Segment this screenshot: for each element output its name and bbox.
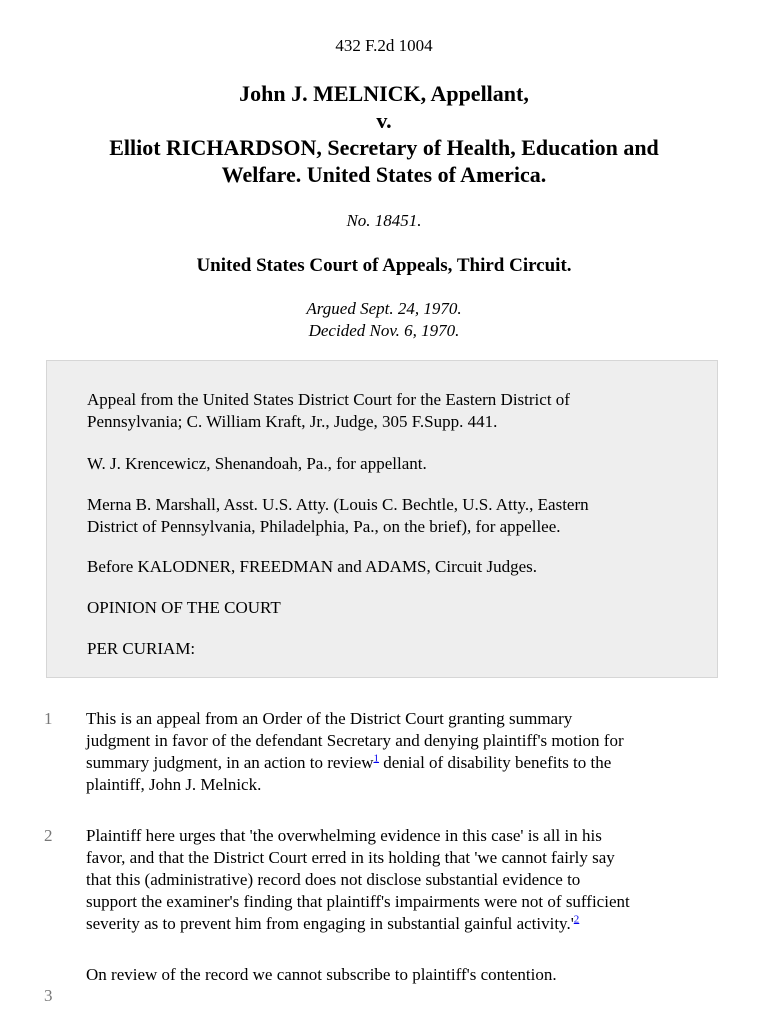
opinion-paragraph [86, 708, 736, 796]
decided-date: Decided Nov. 6, 1970. [308, 321, 460, 340]
paragraph-line: favor, and that the District Court erred in its holding that 'we cannot fairly say [86, 848, 615, 867]
argued-date: Argued Sept. 24, 1970. [306, 299, 462, 318]
case-title-versus: v. [376, 108, 392, 133]
headnote-box [46, 360, 718, 678]
per-curiam: PER CURIAM: [87, 639, 196, 658]
paragraph-line: On review of the record we cannot subscribe to plaintiff's contention. [86, 965, 557, 984]
appeal-from [87, 389, 687, 433]
case-title-appellee-cont: Welfare. United States of America. [221, 162, 547, 187]
case-dates [0, 298, 768, 342]
docket-number: No. 18451. [346, 211, 422, 230]
appeal-from-line2: Pennsylvania; C. William Kraft, Jr., Judge, 305 F.Supp. 441. [87, 412, 498, 431]
paragraph-line: support the examiner's finding that plaintiff's impairments were not of sufficient [86, 892, 630, 911]
footnote-link-1[interactable]: 1 [373, 752, 380, 765]
judges-panel: Before KALODNER, FREEDMAN and ADAMS, Circuit Judges. [87, 557, 538, 576]
appellee-counsel-line1: Merna B. Marshall, Asst. U.S. Atty. (Louis C. Bechtle, U.S. Atty., Eastern [87, 495, 589, 514]
appellee-counsel-line2: District of Pennsylvania, Philadelphia, Pa., on the brief), for appellee. [87, 517, 561, 536]
paragraph-number: 1 [44, 709, 53, 728]
paragraph-number: 3 [44, 986, 53, 1005]
paragraph-line: denial of disability benefits to the [379, 753, 612, 772]
case-title [40, 80, 728, 188]
paragraph-line: severity as to prevent him from engaging in substantial gainful activity.' [86, 914, 574, 933]
opinion-paragraph [86, 825, 736, 935]
paragraph-line: Plaintiff here urges that 'the overwhelming evidence in this case' is all in his [86, 826, 602, 845]
paragraph-number: 2 [44, 826, 53, 845]
appellee-counsel [87, 494, 687, 538]
paragraph-line: judgment in favor of the defendant Secretary and denying plaintiff's motion for [86, 731, 624, 750]
paragraph-line: summary judgment, in an action to review [86, 753, 374, 772]
court-name: United States Court of Appeals, Third Circuit. [196, 255, 572, 276]
appeal-from-line1: Appeal from the United States District Court for the Eastern District of [87, 390, 570, 409]
footnote-link-2[interactable]: 2 [573, 913, 580, 926]
case-citation: 432 F.2d 1004 [335, 36, 433, 55]
opinion-heading: OPINION OF THE COURT [87, 598, 281, 617]
appellant-counsel: W. J. Krencewicz, Shenandoah, Pa., for appellant. [87, 454, 427, 473]
case-title-appellee: Elliot RICHARDSON, Secretary of Health, Education and [109, 135, 659, 160]
case-title-appellant: John J. MELNICK, Appellant, [239, 81, 529, 106]
opinion-paragraph [86, 964, 736, 986]
paragraph-line: plaintiff, John J. Melnick. [86, 775, 262, 794]
paragraph-line: that this (administrative) record does not disclose substantial evidence to [86, 870, 581, 889]
paragraph-line: This is an appeal from an Order of the District Court granting summary [86, 709, 573, 728]
